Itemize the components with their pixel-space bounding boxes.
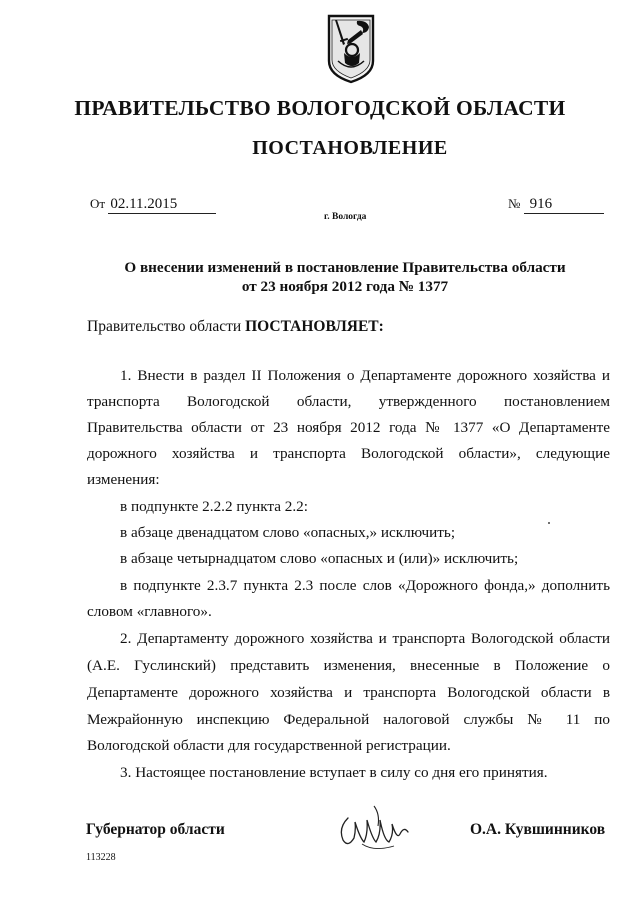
number-row xyxy=(508,196,604,214)
paragraph-line: изменения: xyxy=(87,471,160,488)
paragraph-line: Межрайонную инспекцию Федеральной налоговой службы № 11 по xyxy=(87,711,610,728)
list-item: в абзаце двенадцатом слово «опасных,» исключить; xyxy=(120,524,456,541)
scan-speck xyxy=(548,522,550,524)
coat-of-arms-icon xyxy=(326,13,376,85)
preamble xyxy=(87,318,384,336)
paragraph-line: 3. Настоящее постановление вступает в силу со дня его принятия. xyxy=(120,764,548,781)
document-date: 02.11.2015 xyxy=(108,196,216,214)
paragraph-line: (А.Е. Гуслинский) представить изменения, внесенные в Положение о xyxy=(87,657,610,674)
paragraph-line: Правительства области от 23 ноября 2012 года № 1377 «О Департаменте xyxy=(87,419,610,436)
preamble-bold: ПОСТАНОВЛЯЕТ: xyxy=(245,318,384,335)
list-item: словом «главного». xyxy=(87,603,212,620)
date-prefix: От xyxy=(90,196,106,211)
paragraph-line: 2. Департаменту дорожного хозяйства и транспорта Вологодской области xyxy=(120,630,610,647)
paragraph-line: Вологодской области для государственной регистрации. xyxy=(87,737,451,754)
paragraph-line: 1. Внести в раздел II Положения о Департаменте дорожного хозяйства и xyxy=(120,367,610,384)
date-row xyxy=(90,196,216,214)
paragraph-line: транспорта Вологодской области, утвержденного постановлением xyxy=(87,393,610,410)
number-prefix: № xyxy=(508,196,521,211)
organization-title: ПРАВИТЕЛЬСТВО ВОЛОГОДСКОЙ ОБЛАСТИ xyxy=(74,96,566,120)
document-subject xyxy=(0,258,640,296)
handwritten-signature-icon xyxy=(334,804,414,854)
subject-line: от 23 ноября 2012 года № 1377 xyxy=(241,278,449,295)
city: г. Вологда xyxy=(324,212,367,222)
list-item: в подпункте 2.3.7 пункта 2.3 после слов «Дорожного фонда,» дополнить xyxy=(120,577,610,594)
paragraph-line: Департаменте дорожного хозяйства и транспорта Вологодской области в xyxy=(87,684,610,701)
preamble-text: Правительство области xyxy=(87,318,246,335)
paragraph-line: дорожного хозяйства и транспорта Вологодской области», следующие xyxy=(87,445,610,462)
document-code: 113228 xyxy=(86,852,116,863)
subject-line: О внесении изменений в постановление Правительства области xyxy=(124,259,566,276)
signatory-name: О.А. Кувшинников xyxy=(470,821,606,838)
list-item: в абзаце четырнадцатом слово «опасных и (или)» исключить; xyxy=(120,550,519,567)
list-item: в подпункте 2.2.2 пункта 2.2: xyxy=(120,498,308,515)
signatory-title: Губернатор области xyxy=(86,821,225,838)
document-number: 916 xyxy=(524,196,604,214)
document-type: ПОСТАНОВЛЕНИЕ xyxy=(252,137,448,159)
